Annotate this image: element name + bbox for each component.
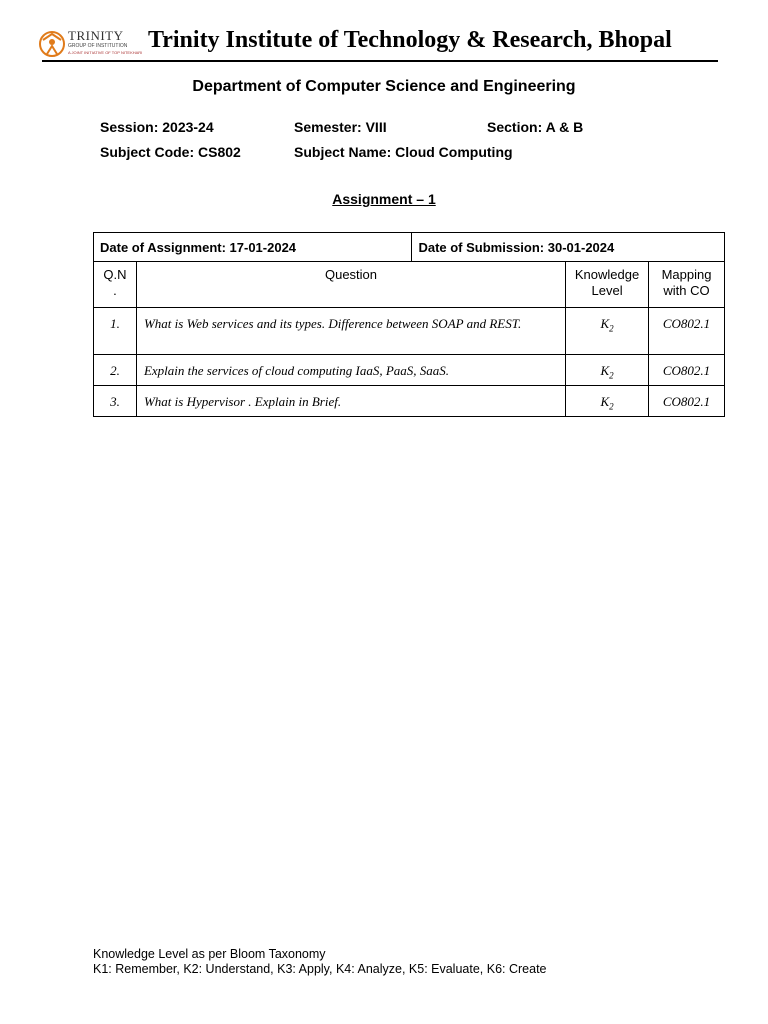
header-knowledge-line2: Level bbox=[591, 283, 623, 298]
header-qn-line2: . bbox=[113, 283, 117, 298]
date-row bbox=[94, 233, 725, 262]
header-row bbox=[94, 262, 725, 308]
logo-text: TRINITY bbox=[68, 28, 124, 43]
logo-tagline: A JOINT INITIATIVE OF TOP NITEKHARI bbox=[68, 50, 143, 55]
knowledge-level-base: K bbox=[600, 363, 610, 378]
table-row bbox=[94, 386, 725, 417]
question-text: What is Hypervisor . Explain in Brief. bbox=[136, 386, 565, 417]
header-mapping-line2: with CO bbox=[663, 283, 710, 298]
knowledge-level bbox=[566, 355, 649, 386]
assignment-title bbox=[0, 191, 768, 207]
session-label: Session: 2023-24 bbox=[100, 119, 214, 135]
subject-code-label: Subject Code: CS802 bbox=[100, 144, 241, 160]
table-row bbox=[94, 308, 725, 355]
knowledge-level bbox=[566, 386, 649, 417]
semester-label: Semester: VIII bbox=[294, 119, 387, 135]
logo-emblem-icon bbox=[38, 30, 66, 60]
question-table bbox=[93, 232, 725, 417]
co-mapping: CO802.1 bbox=[649, 355, 725, 386]
table-row bbox=[94, 355, 725, 386]
knowledge-level-base: K bbox=[600, 316, 610, 331]
knowledge-level bbox=[566, 308, 649, 355]
header-mapping bbox=[649, 262, 725, 308]
question-text: What is Web services and its types. Difference between SOAP and REST. bbox=[136, 308, 565, 355]
knowledge-level-sub: 2 bbox=[609, 370, 614, 381]
question-number: 3. bbox=[94, 386, 137, 417]
date-of-assignment: Date of Assignment: 17-01-2024 bbox=[94, 233, 412, 262]
question-number: 2. bbox=[94, 355, 137, 386]
institute-title: Trinity Institute of Technology & Research, Bhopal bbox=[148, 27, 672, 53]
date-of-submission: Date of Submission: 30-01-2024 bbox=[412, 233, 725, 262]
knowledge-level-base: K bbox=[600, 394, 610, 409]
institute-logo bbox=[38, 28, 143, 62]
header-divider bbox=[42, 60, 718, 62]
header-qn-line1: Q.N bbox=[103, 267, 127, 282]
footer-note-title: Knowledge Level as per Bloom Taxonomy bbox=[93, 947, 326, 961]
header-question: Question bbox=[136, 262, 565, 308]
question-text: Explain the services of cloud computing IaaS, PaaS, SaaS. bbox=[136, 355, 565, 386]
question-number: 1. bbox=[94, 308, 137, 355]
header-knowledge-line1: Knowledge bbox=[574, 267, 640, 282]
header-qn bbox=[94, 262, 137, 308]
knowledge-level-sub: 2 bbox=[609, 401, 614, 412]
footer-note-levels: K1: Remember, K2: Understand, K3: Apply, K4: Analyze, K5: Evaluate, K6: Create bbox=[93, 962, 547, 976]
header-knowledge bbox=[566, 262, 649, 308]
subject-name-label: Subject Name: Cloud Computing bbox=[294, 144, 513, 160]
co-mapping: CO802.1 bbox=[649, 308, 725, 355]
header-mapping-line1: Mapping bbox=[661, 267, 712, 282]
co-mapping: CO802.1 bbox=[649, 386, 725, 417]
section-label: Section: A & B bbox=[487, 119, 584, 135]
logo-subtext: GROUP OF INSTITUTION bbox=[68, 43, 128, 49]
department-title: Department of Computer Science and Engineering bbox=[192, 78, 576, 95]
knowledge-level-sub: 2 bbox=[609, 323, 614, 334]
assignment-title-text: Assignment – 1 bbox=[332, 191, 436, 207]
